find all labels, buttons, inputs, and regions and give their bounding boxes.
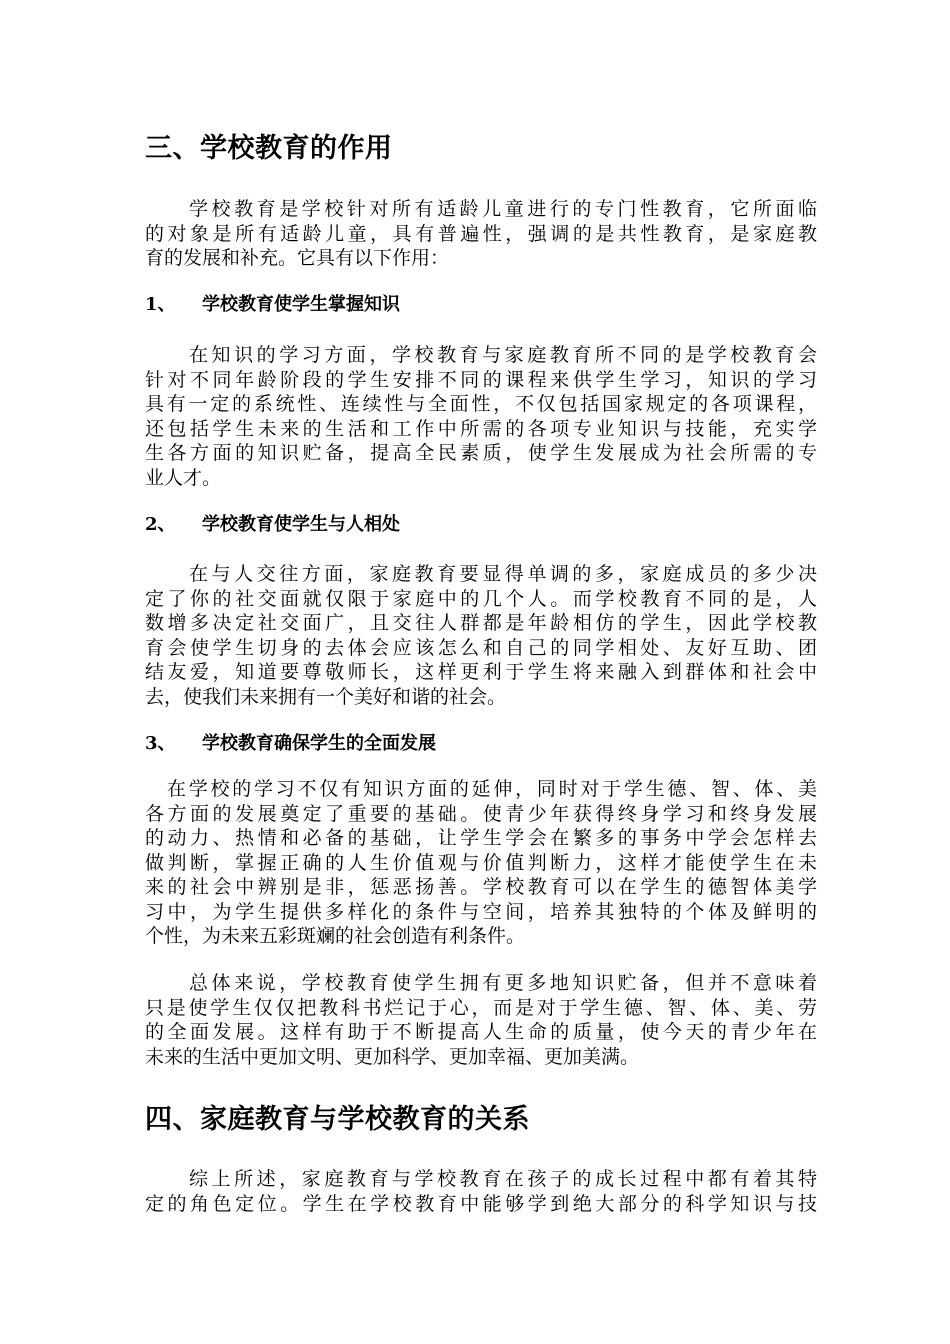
subheading-title: 学校教育确保学生的全面发展 bbox=[202, 733, 436, 754]
item-1-paragraph bbox=[145, 343, 817, 490]
paragraph-line: 只是使学生仅仅把教科书烂记于心，而是对于学生德、智、体、美、劳 bbox=[145, 996, 817, 1019]
section-4-paragraph bbox=[145, 1167, 817, 1216]
paragraph-line: 去，使我们未来拥有一个美好和谐的社会。 bbox=[145, 685, 507, 708]
section-3-intro-paragraph bbox=[145, 197, 817, 271]
subheading-title: 学校教育使学生掌握知识 bbox=[202, 294, 400, 315]
subheading-number: 1、 bbox=[145, 294, 176, 315]
paragraph-line: 的动力、热情和必备的基础，让学生学会在繁多的事务中学会怎样去 bbox=[145, 827, 817, 849]
paragraph-line: 具有一定的系统性、连续性与全面性，不仅包括国家规定的各项课程， bbox=[145, 393, 817, 415]
paragraph-line: 数增多决定社交面广，且交往人群都是年龄相仿的学生，因此学校教 bbox=[145, 612, 817, 634]
paragraph-line: 各方面的发展奠定了重要的基础。使青少年获得终身学习和终身发展 bbox=[145, 802, 817, 825]
paragraph-line: 结友爱，知道要尊敬师长，这样更利于学生将来融入到群体和社会中 bbox=[145, 661, 817, 683]
subheading-number: 2、 bbox=[145, 514, 176, 535]
paragraph-line: 在知识的学习方面，学校教育与家庭教育所不同的是学校教育会 bbox=[189, 344, 817, 366]
subheading-1 bbox=[145, 293, 400, 317]
item-2-paragraph bbox=[145, 562, 817, 709]
subheading-2 bbox=[145, 513, 400, 537]
paragraph-line: 综上所述，家庭教育与学校教育在孩子的成长过程中都有着其特 bbox=[189, 1168, 817, 1190]
paragraph-line: 习中，为学生提供多样化的条件与空间，培养其独特的个体及鲜明的 bbox=[145, 900, 817, 923]
paragraph-line: 个性，为未来五彩斑斓的社会创造有利条件。 bbox=[145, 925, 526, 947]
paragraph-line: 生各方面的知识贮备，提高全民素质，使学生发展成为社会所需的专 bbox=[145, 442, 817, 464]
paragraph-line: 育的发展和补充。它具有以下作用： bbox=[145, 247, 450, 269]
paragraph-line: 做判断，掌握正确的人生价值观与价值判断力，这样才能使学生在未 bbox=[145, 851, 817, 874]
paragraph-line: 在与人交往方面，家庭教育要显得单调的多，家庭成员的多少决 bbox=[189, 563, 817, 585]
section-3-summary-paragraph bbox=[145, 971, 817, 1069]
paragraph-line: 业人才。 bbox=[145, 466, 222, 489]
paragraph-line: 定的角色定位。学生在学校教育中能够学到绝大部分的科学知识与技 bbox=[145, 1192, 817, 1215]
paragraph-line: 在学校的学习不仅有知识方面的延伸，同时对于学生德、智、体、美 bbox=[167, 778, 817, 800]
paragraph-line: 育会使学生切身的去体会应该怎么和自己的同学相处、友好互助、团 bbox=[145, 636, 817, 659]
paragraph-line: 的全面发展。这样有助于不断提高人生命的质量，使今天的青少年在 bbox=[145, 1021, 817, 1043]
paragraph-line: 学校教育是学校针对所有适龄儿童进行的专门性教育，它所面临 bbox=[189, 198, 817, 220]
paragraph-line: 来的社会中辨别是非，惩恶扬善。学校教育可以在学生的德智体美学 bbox=[145, 876, 817, 898]
paragraph-line: 未来的生活中更加文明、更加科学、更加幸福、更加美满。 bbox=[145, 1045, 640, 1068]
section-3-heading: 三、学校教育的作用 bbox=[145, 133, 393, 164]
section-4-heading: 四、家庭教育与学校教育的关系 bbox=[145, 1104, 530, 1135]
paragraph-line: 针对不同年龄阶段的学生安排不同的课程来供学生学习，知识的学习 bbox=[145, 368, 817, 391]
subheading-number: 3、 bbox=[145, 733, 176, 754]
subheading-3 bbox=[145, 732, 436, 756]
item-3-paragraph bbox=[145, 777, 817, 949]
subheading-title: 学校教育使学生与人相处 bbox=[202, 514, 400, 535]
paragraph-line: 定了你的社交面就仅限于家庭中的几个人。而学校教育不同的是，人 bbox=[145, 587, 817, 610]
paragraph-line: 还包括学生未来的生活和工作中所需的各项专业知识与技能，充实学 bbox=[145, 417, 817, 440]
paragraph-line: 总体来说，学校教育使学生拥有更多地知识贮备，但并不意味着 bbox=[189, 972, 817, 994]
paragraph-line: 的对象是所有适龄儿童，具有普遍性，强调的是共性教育，是家庭教 bbox=[145, 222, 817, 245]
